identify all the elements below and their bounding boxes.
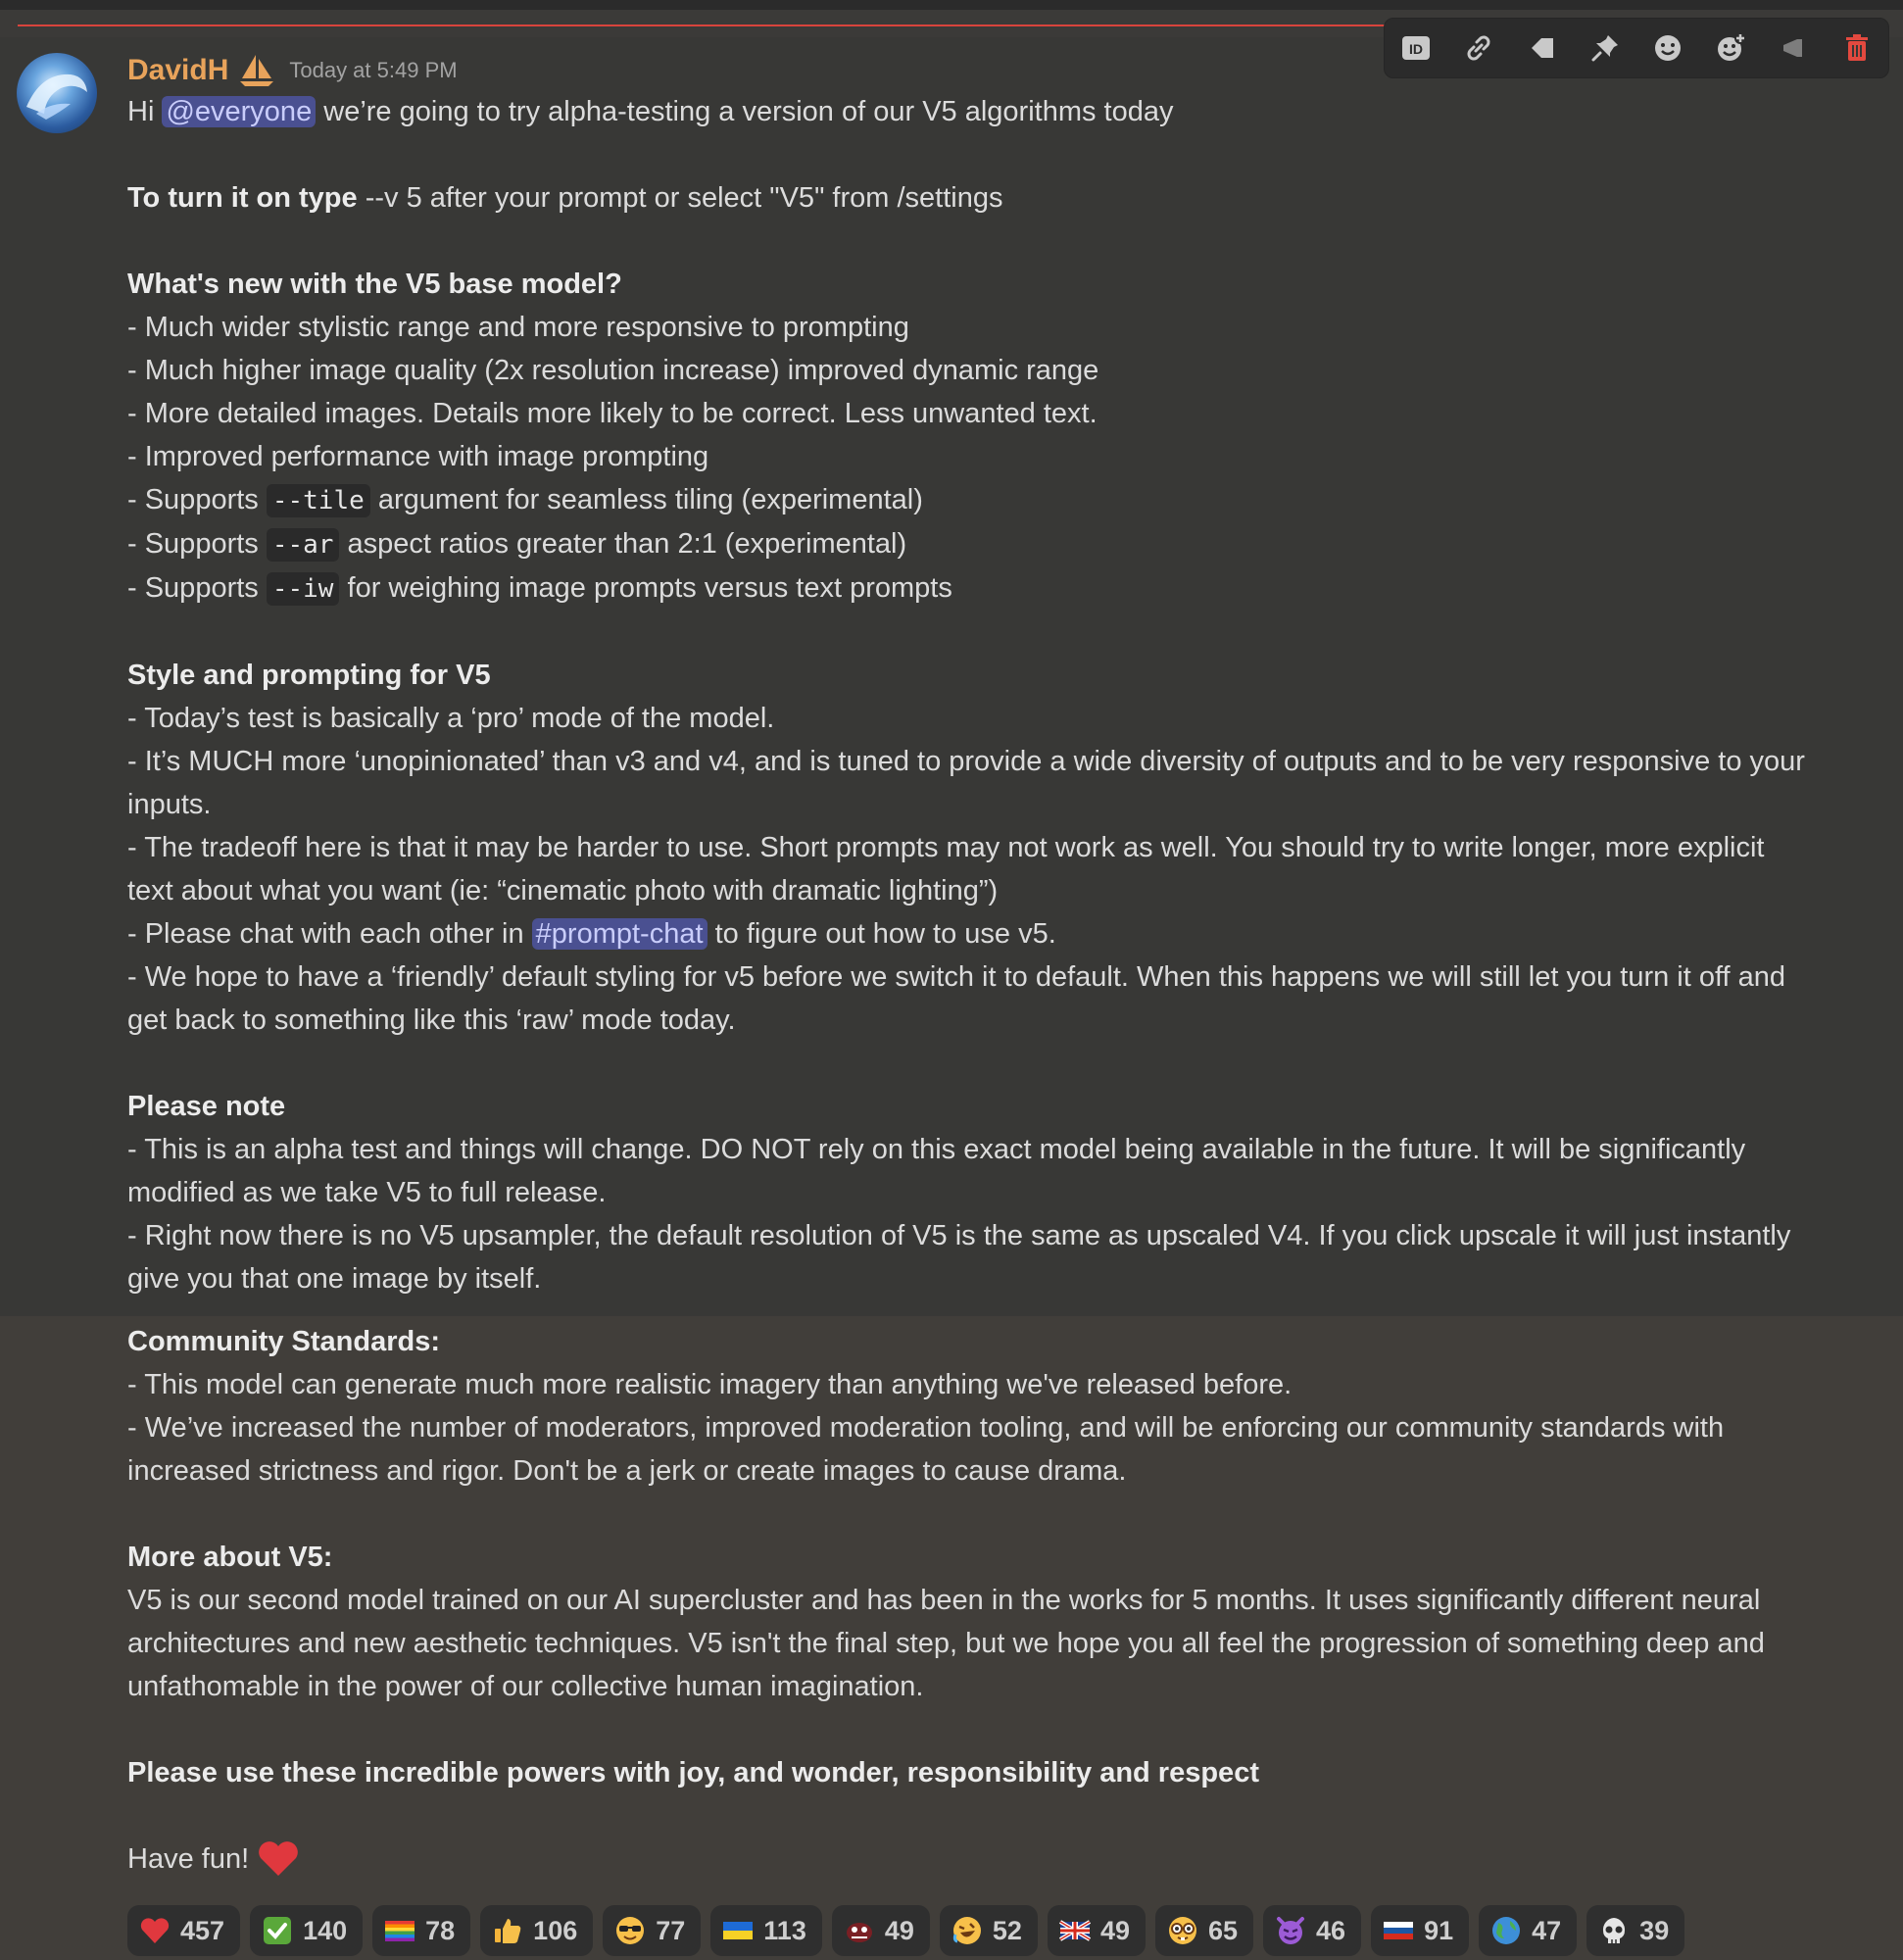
reaction-nerd[interactable] bbox=[1155, 1905, 1253, 1956]
reaction-thumbs-up[interactable] bbox=[480, 1905, 593, 1956]
reaction-sunglasses[interactable] bbox=[603, 1905, 701, 1956]
ukraine-flag-icon bbox=[722, 1915, 754, 1946]
style-heading: Style and prompting for V5 bbox=[127, 660, 491, 691]
ar-code: --ar bbox=[267, 528, 340, 562]
greeting-line bbox=[127, 90, 1813, 133]
reaction-count: 49 bbox=[884, 1915, 914, 1945]
style-item-chat bbox=[127, 912, 1813, 956]
everyone-mention[interactable]: @everyone bbox=[162, 96, 316, 127]
turn-on-line bbox=[127, 176, 1813, 220]
globe-icon bbox=[1490, 1915, 1522, 1946]
style-item: - We hope to have a ‘friendly’ default styling for v5 before we switch it to default. When this happens we will still let you turn it off and get back to something like this ‘raw’ mode today. bbox=[127, 961, 1794, 1036]
have-fun-text: Have fun! bbox=[127, 1843, 258, 1875]
reaction-count: 113 bbox=[763, 1915, 806, 1945]
devil-icon bbox=[1275, 1915, 1306, 1946]
reaction-count: 52 bbox=[992, 1915, 1022, 1945]
link-icon bbox=[1462, 31, 1495, 65]
delete-button[interactable] bbox=[1835, 26, 1879, 70]
new-item-tile bbox=[127, 478, 1813, 522]
id-icon bbox=[1399, 31, 1433, 65]
copy-link-button[interactable] bbox=[1457, 26, 1500, 70]
rofl-icon bbox=[952, 1915, 983, 1946]
reaction-count: 65 bbox=[1207, 1915, 1239, 1945]
turn-on-bold: To turn it on type bbox=[127, 182, 358, 214]
nerd-icon bbox=[1167, 1915, 1198, 1946]
reaction-count: 46 bbox=[1316, 1915, 1346, 1945]
iw-post: for weighing image prompts versus text prompts bbox=[339, 572, 952, 604]
add-reaction-button[interactable] bbox=[1709, 26, 1752, 70]
reaction-devil[interactable] bbox=[1263, 1905, 1361, 1956]
author-name[interactable]: DavidH bbox=[127, 54, 229, 86]
new-messages-line bbox=[18, 24, 1390, 26]
trash-icon bbox=[1840, 31, 1874, 65]
new-item: - Much higher image quality (2x resolution increase) improved dynamic range bbox=[127, 355, 1099, 386]
pin-button[interactable] bbox=[1584, 26, 1627, 70]
have-fun-line bbox=[127, 1838, 1813, 1881]
community-item: - We’ve increased the number of moderators, improved moderation tooling, and will be enforcing our community standards with increased strictness and rigor. Don't be a jerk or create images to cause drama. bbox=[127, 1412, 1732, 1487]
greeting-text: Hi bbox=[127, 96, 163, 127]
iw-code: --iw bbox=[267, 572, 340, 606]
message-content bbox=[127, 90, 1813, 1881]
tile-pre: - Supports bbox=[127, 484, 267, 515]
reaction-check[interactable] bbox=[250, 1905, 363, 1956]
reaction-count: 77 bbox=[656, 1915, 686, 1945]
message-actions-toolbar bbox=[1384, 18, 1889, 78]
reactions-bar bbox=[127, 1905, 1684, 1956]
community-item: - This model can generate much more realistic imagery than anything we've released before. bbox=[127, 1369, 1293, 1400]
ar-post: aspect ratios greater than 2:1 (experimental) bbox=[339, 528, 907, 560]
closing-line: Please use these incredible powers with joy, and wonder, responsibility and respect bbox=[127, 1757, 1259, 1788]
chat-pre: - Please chat with each other in bbox=[127, 918, 532, 950]
announce-icon bbox=[1778, 31, 1811, 65]
more-heading: More about V5: bbox=[127, 1542, 333, 1573]
heart-icon bbox=[139, 1915, 171, 1946]
new-item: - Improved performance with image prompting bbox=[127, 441, 709, 472]
note-heading: Please note bbox=[127, 1091, 286, 1122]
rainbow-flag-icon bbox=[384, 1915, 415, 1946]
reaction-count: 78 bbox=[425, 1915, 456, 1945]
reaction-russia-flag[interactable] bbox=[1371, 1905, 1469, 1956]
avatar[interactable] bbox=[17, 53, 97, 133]
reaction-count: 49 bbox=[1099, 1915, 1130, 1945]
new-item: - Much wider stylistic range and more responsive to prompting bbox=[127, 312, 909, 343]
thumbs-up-icon bbox=[492, 1915, 523, 1946]
reply-button[interactable] bbox=[1521, 26, 1564, 70]
reaction-rainbow-flag[interactable] bbox=[372, 1905, 470, 1956]
new-heading: What's new with the V5 base model? bbox=[127, 269, 622, 300]
more-paragraph: V5 is our second model trained on our AI supercluster and has been in the works for 5 months. It uses significantly different neural architectures and new aesthetic techniques. V5 isn't the final step, but we hope you all feel the progression of something deep and unfathomable in the power of our collective human imagination. bbox=[127, 1585, 1773, 1702]
style-item: - It’s MUCH more ‘unopinionated’ than v3 and v4, and is tuned to provide a wide diversity of outputs and to be very responsive to your inputs. bbox=[127, 746, 1814, 820]
custom-creature-icon bbox=[844, 1915, 875, 1946]
tile-post: argument for seamless tiling (experimental) bbox=[369, 484, 923, 515]
announce-button[interactable] bbox=[1773, 26, 1816, 70]
timestamp[interactable]: Today at 5:49 PM bbox=[289, 58, 458, 82]
reaction-custom-creature[interactable] bbox=[832, 1905, 930, 1956]
sunglasses-icon bbox=[614, 1915, 646, 1946]
svg-text:ID: ID bbox=[1409, 41, 1424, 57]
reply-icon bbox=[1526, 31, 1559, 65]
chat-post: to figure out how to use v5. bbox=[707, 918, 1056, 950]
community-heading: Community Standards: bbox=[127, 1326, 441, 1357]
note-item: - Right now there is no V5 upsampler, the default resolution of V5 is the same as upscaled V4. If you click upscale it will just instantly give you that one image by itself. bbox=[127, 1220, 1799, 1295]
reaction-ukraine-flag[interactable] bbox=[710, 1905, 822, 1956]
add-reaction-icon bbox=[1714, 31, 1747, 65]
reaction-uk-flag[interactable] bbox=[1048, 1905, 1146, 1956]
prompt-chat-channel-link[interactable]: #prompt-chat bbox=[532, 918, 708, 950]
reaction-globe[interactable] bbox=[1479, 1905, 1577, 1956]
reaction-rofl[interactable] bbox=[940, 1905, 1038, 1956]
new-item-ar bbox=[127, 522, 1813, 566]
reaction-count: 91 bbox=[1424, 1915, 1454, 1945]
note-item: - This is an alpha test and things will change. DO NOT rely on this exact model being available in the future. It will be significantly modified as we take V5 to full release. bbox=[127, 1134, 1754, 1208]
reaction-heart[interactable] bbox=[127, 1905, 240, 1956]
avatar-wave-icon bbox=[17, 53, 97, 133]
emoji-button[interactable] bbox=[1646, 26, 1689, 70]
new-item-iw bbox=[127, 566, 1813, 611]
pin-icon bbox=[1588, 31, 1622, 65]
greeting-rest: we’re going to try alpha-testing a version of our V5 algorithms today bbox=[316, 96, 1174, 127]
emoji-icon bbox=[1651, 31, 1684, 65]
style-item: - Today’s test is basically a ‘pro’ mode of the model. bbox=[127, 703, 775, 734]
russia-flag-icon bbox=[1383, 1915, 1414, 1946]
ar-pre: - Supports bbox=[127, 528, 267, 560]
check-icon bbox=[262, 1915, 293, 1946]
turn-on-rest: --v 5 after your prompt or select "V5" from /settings bbox=[357, 182, 1003, 214]
reaction-count: 457 bbox=[180, 1915, 225, 1945]
skull-icon bbox=[1598, 1915, 1630, 1946]
uk-flag-icon bbox=[1059, 1915, 1091, 1946]
reaction-count: 140 bbox=[303, 1915, 348, 1945]
reaction-count: 106 bbox=[533, 1915, 578, 1945]
heart-icon bbox=[257, 1838, 300, 1878]
reaction-skull[interactable] bbox=[1586, 1905, 1684, 1956]
reaction-count: 39 bbox=[1639, 1915, 1670, 1945]
reaction-count: 47 bbox=[1532, 1915, 1562, 1945]
sailboat-icon bbox=[238, 53, 275, 88]
style-item: - The tradeoff here is that it may be harder to use. Short prompts may not work as well. You should try to write longer, more explicit text about what you want (ie: “cinematic photo with dramatic lighting”) bbox=[127, 832, 1773, 906]
iw-pre: - Supports bbox=[127, 572, 267, 604]
new-item: - More detailed images. Details more likely to be correct. Less unwanted text. bbox=[127, 398, 1098, 429]
top-divider bbox=[0, 0, 1903, 10]
tile-code: --tile bbox=[267, 484, 370, 517]
copy-id-button[interactable] bbox=[1394, 26, 1438, 70]
message-header bbox=[127, 51, 458, 90]
